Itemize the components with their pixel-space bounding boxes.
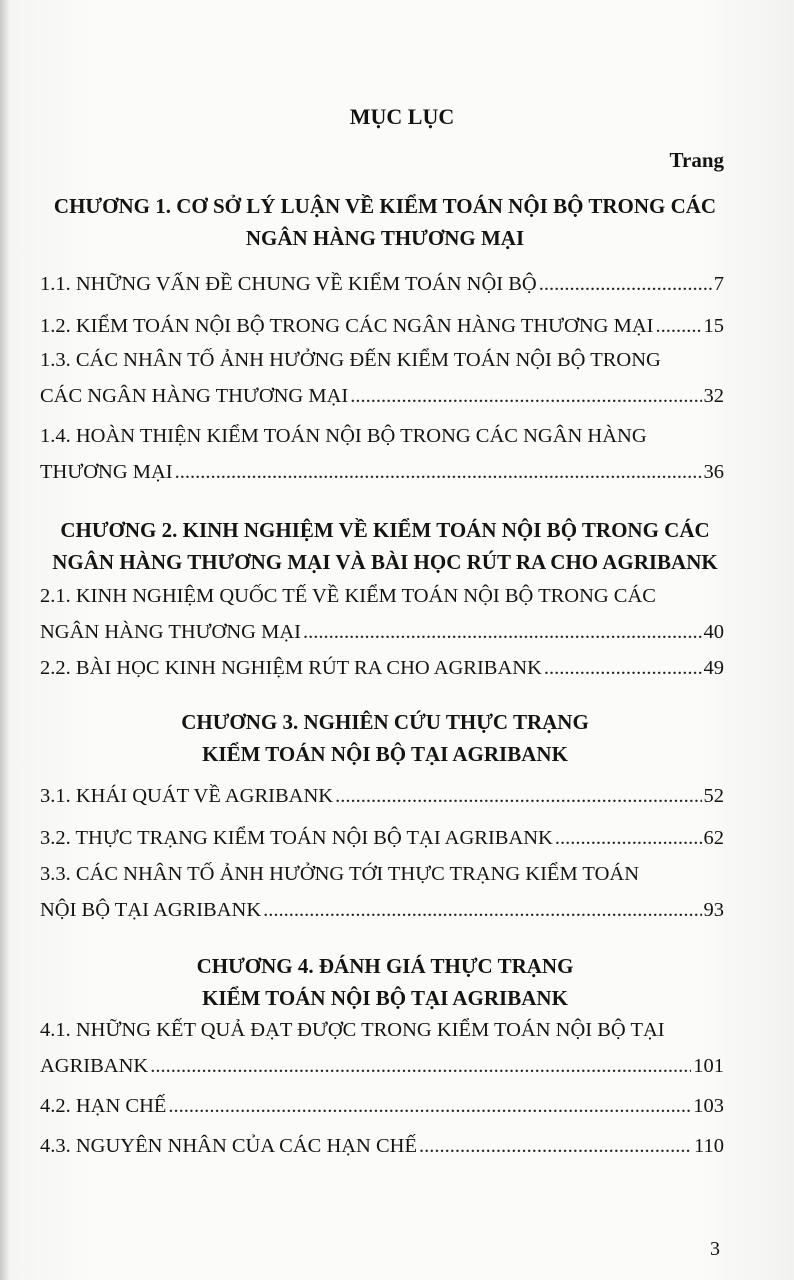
chapter-title-line: NGÂN HÀNG THƯƠNG MẠI VÀ BÀI HỌC RÚT RA CHO AGRIBANK xyxy=(52,550,718,574)
toc-entry-title: 2.2. BÀI HỌC KINH NGHIỆM RÚT RA CHO AGRIBANK xyxy=(40,657,542,679)
chapter-title-line: CHƯƠNG 3. NGHIÊN CỨU THỰC TRẠNG xyxy=(181,710,589,734)
toc-entry[interactable] xyxy=(40,308,724,344)
leader-dots xyxy=(263,892,701,928)
chapter-title-line: NGÂN HÀNG THƯƠNG MẠI xyxy=(245,226,525,250)
leader-dots xyxy=(419,1128,692,1164)
toc-entry-title-cont: NỘI BỘ TẠI AGRIBANK xyxy=(40,899,262,921)
toc-entry-page: 32 xyxy=(703,385,724,407)
toc-heading: MỤC LỤC xyxy=(349,104,455,129)
chapter-title xyxy=(40,514,730,578)
chapter-title-line: KIỂM TOÁN NỘI BỘ TẠI AGRIBANK xyxy=(202,742,568,766)
toc-entry-title: 1.4. HOÀN THIỆN KIỂM TOÁN NỘI BỘ TRONG CÁC NGÂN HÀNG xyxy=(40,425,647,447)
toc-entry-title: 4.3. NGUYÊN NHÂN CỦA CÁC HẠN CHẾ xyxy=(40,1135,417,1157)
leader-dots xyxy=(655,308,701,344)
toc-entry[interactable] xyxy=(40,820,724,856)
toc-entry-page: 93 xyxy=(703,899,724,921)
toc-entry-title: 3.2. THỰC TRẠNG KIỂM TOÁN NỘI BỘ TẠI AGRIBANK xyxy=(40,827,553,849)
toc-entry-page: 49 xyxy=(703,657,724,679)
leader-dots xyxy=(555,820,702,856)
toc-entry-page: 7 xyxy=(713,273,724,295)
chapter-title-line: CHƯƠNG 1. CƠ SỞ LÝ LUẬN VỀ KIỂM TOÁN NỘI BỘ TRONG CÁC xyxy=(53,194,717,218)
toc-entry-page: 15 xyxy=(703,315,724,337)
toc-entry-title: 1.1. NHỮNG VẤN ĐỀ CHUNG VỀ KIỂM TOÁN NỘI BỘ xyxy=(40,273,537,295)
toc-entry[interactable] xyxy=(40,342,724,414)
toc-entry-page: 101 xyxy=(693,1055,724,1077)
leader-dots xyxy=(150,1048,691,1084)
toc-entry-title: 1.3. CÁC NHÂN TỐ ẢNH HƯỞNG ĐẾN KIỂM TOÁN NỘI BỘ TRONG xyxy=(40,349,661,371)
toc-entry[interactable] xyxy=(40,1088,724,1124)
chapter-title xyxy=(40,706,730,770)
chapter-title-line: CHƯƠNG 4. ĐÁNH GIÁ THỰC TRẠNG xyxy=(196,954,574,978)
leader-dots xyxy=(539,266,712,302)
toc-entry[interactable] xyxy=(40,1128,724,1164)
toc-entry-title: 2.1. KINH NGHIỆM QUỐC TẾ VỀ KIỂM TOÁN NỘI BỘ TRONG CÁC xyxy=(40,585,656,607)
page-column-label: Trang xyxy=(669,148,724,172)
toc-entry-title-cont: CÁC NGÂN HÀNG THƯƠNG MẠI xyxy=(40,385,349,407)
toc-entry[interactable] xyxy=(40,1012,724,1084)
toc-entry-title: 4.1. NHỮNG KẾT QUẢ ĐẠT ĐƯỢC TRONG KIỂM TOÁN NỘI BỘ TẠI xyxy=(40,1019,665,1041)
toc-entry-page: 103 xyxy=(693,1095,724,1117)
toc-entry-title-cont: NGÂN HÀNG THƯƠNG MẠI xyxy=(40,621,301,643)
toc-entry-page: 36 xyxy=(703,461,724,483)
toc-entry[interactable] xyxy=(40,778,724,814)
toc-entry-title: 4.2. HẠN CHẾ xyxy=(40,1095,167,1117)
toc-entry-title: 3.1. KHÁI QUÁT VỀ AGRIBANK xyxy=(40,785,334,807)
toc-entry[interactable] xyxy=(40,650,724,686)
toc-entry-title: 3.3. CÁC NHÂN TỐ ẢNH HƯỞNG TỚI THỰC TRẠNG KIỂM TOÁN xyxy=(40,863,639,885)
toc-entry-page: 110 xyxy=(694,1135,724,1157)
toc-entry-title-cont: THƯƠNG MẠI xyxy=(40,461,173,483)
leader-dots xyxy=(544,650,702,686)
leader-dots xyxy=(335,778,701,814)
chapter-title-line: CHƯƠNG 2. KINH NGHIỆM VỀ KIỂM TOÁN NỘI BỘ TRONG CÁC xyxy=(60,518,710,542)
chapter-title xyxy=(40,190,730,254)
leader-dots xyxy=(350,378,701,414)
toc-entry-page: 52 xyxy=(703,785,724,807)
leader-dots xyxy=(175,454,702,490)
page-binding-shadow xyxy=(0,0,10,1280)
toc-entry[interactable] xyxy=(40,266,724,302)
leader-dots xyxy=(303,614,702,650)
toc-entry[interactable] xyxy=(40,856,724,928)
toc-entry-title-cont: AGRIBANK xyxy=(40,1055,149,1077)
chapter-title-line: KIỂM TOÁN NỘI BỘ TẠI AGRIBANK xyxy=(202,986,568,1010)
toc-entry[interactable] xyxy=(40,578,724,650)
leader-dots xyxy=(168,1088,691,1124)
toc-entry[interactable] xyxy=(40,418,724,490)
toc-entry-page: 40 xyxy=(703,621,724,643)
toc-entry-page: 62 xyxy=(703,827,724,849)
page-number: 3 xyxy=(710,1238,720,1260)
chapter-title xyxy=(40,950,730,1014)
toc-entry-title: 1.2. KIỂM TOÁN NỘI BỘ TRONG CÁC NGÂN HÀNG THƯƠNG MẠI xyxy=(40,315,654,337)
